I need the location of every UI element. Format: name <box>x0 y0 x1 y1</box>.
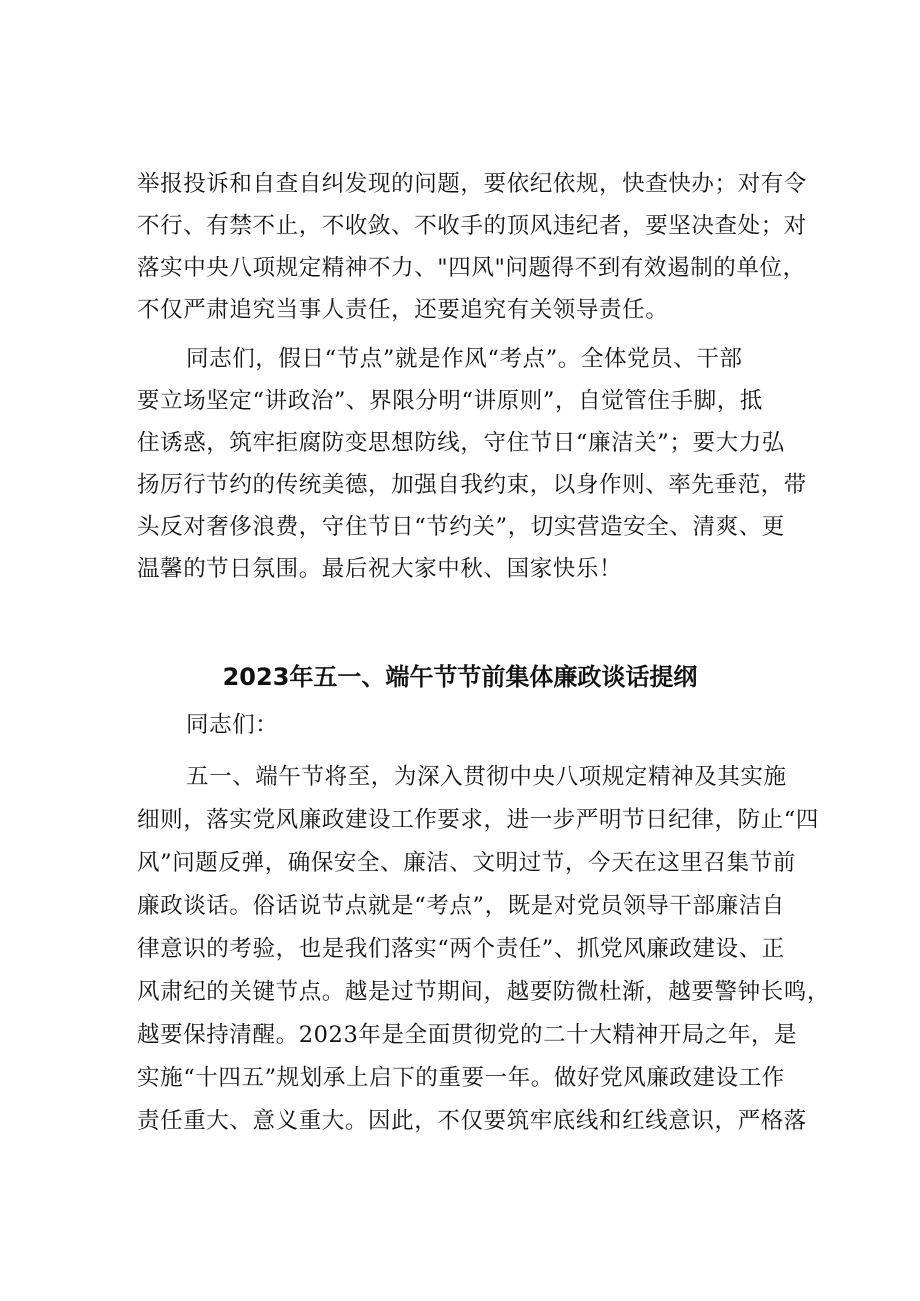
paragraph-line: 同志们，假日“节点”就是作风“考点”。全体党员、干部 <box>186 346 743 372</box>
paragraph-line: 风”问题反弹，确保安全、廉洁、文明过节，今天在这里召集节前 <box>137 850 796 876</box>
paragraph-line: 律意识的考验，也是我们落实“两个责任”、抓党风廉政建设、正 <box>137 936 785 962</box>
paragraph-line: 越要保持清醒。2023年是全面贯彻党的二十大精神开局之年，是 <box>137 1022 798 1048</box>
paragraph-line: 落实中央八项规定精神不力、"四风"问题得不到有效遏制的单位， <box>137 255 806 281</box>
paragraph-line: 实施“十四五”规划承上启下的重要一年。做好党风廉政建设工作 <box>137 1065 785 1091</box>
greeting: 同志们： <box>186 712 279 738</box>
paragraph-line: 温馨的节日氛围。最后祝大家中秋、国家快乐！ <box>137 556 623 582</box>
paragraph-line: 扬厉行节约的传统美德，加强自我约束，以身作则、率先垂范，带 <box>137 472 807 498</box>
paragraph-line: 住诱惑，筑牢拒腐防变思想防线，守住节日“廉洁关”；要大力弘 <box>137 430 785 456</box>
paragraph-line: 不行、有禁不止，不收敛、不收手的顶风违纪者，要坚决查处；对 <box>137 213 807 239</box>
paragraph-line: 举报投诉和自查自纠发现的问题，要依纪依规，快查快办；对有令 <box>137 171 807 197</box>
paragraph-line: 不仅严肃追究当事人责任，还要追究有关领导责任。 <box>137 297 669 323</box>
paragraph-line: 责任重大、意义重大。因此，不仅要筑牢底线和红线意识，严格落 <box>137 1108 807 1134</box>
paragraph-line: 廉政谈话。俗话说节点就是“考点”，既是对党员领导干部廉洁自 <box>137 893 785 919</box>
paragraph-line: 要立场坚定“讲政治”、界限分明“讲原则”，自觉管住手脚，抵 <box>137 388 763 414</box>
paragraph-line: 五一、端午节将至，为深入贯彻中央八项规定精神及其实施 <box>186 764 787 790</box>
paragraph-line: 细则，落实党风廉政建设工作要求，进一步严明节日纪律，防止“四 <box>137 807 820 833</box>
paragraph-line: 风肃纪的关键节点。越是过节期间，越要防微杜渐，越要警钟长鸣， <box>137 979 831 1005</box>
document-title: 2023年五一、端午节节前集体廉政谈话提纲 <box>222 663 698 691</box>
paragraph-line: 头反对奢侈浪费，守住节日“节约关”，切实营造安全、清爽、更 <box>137 514 785 540</box>
